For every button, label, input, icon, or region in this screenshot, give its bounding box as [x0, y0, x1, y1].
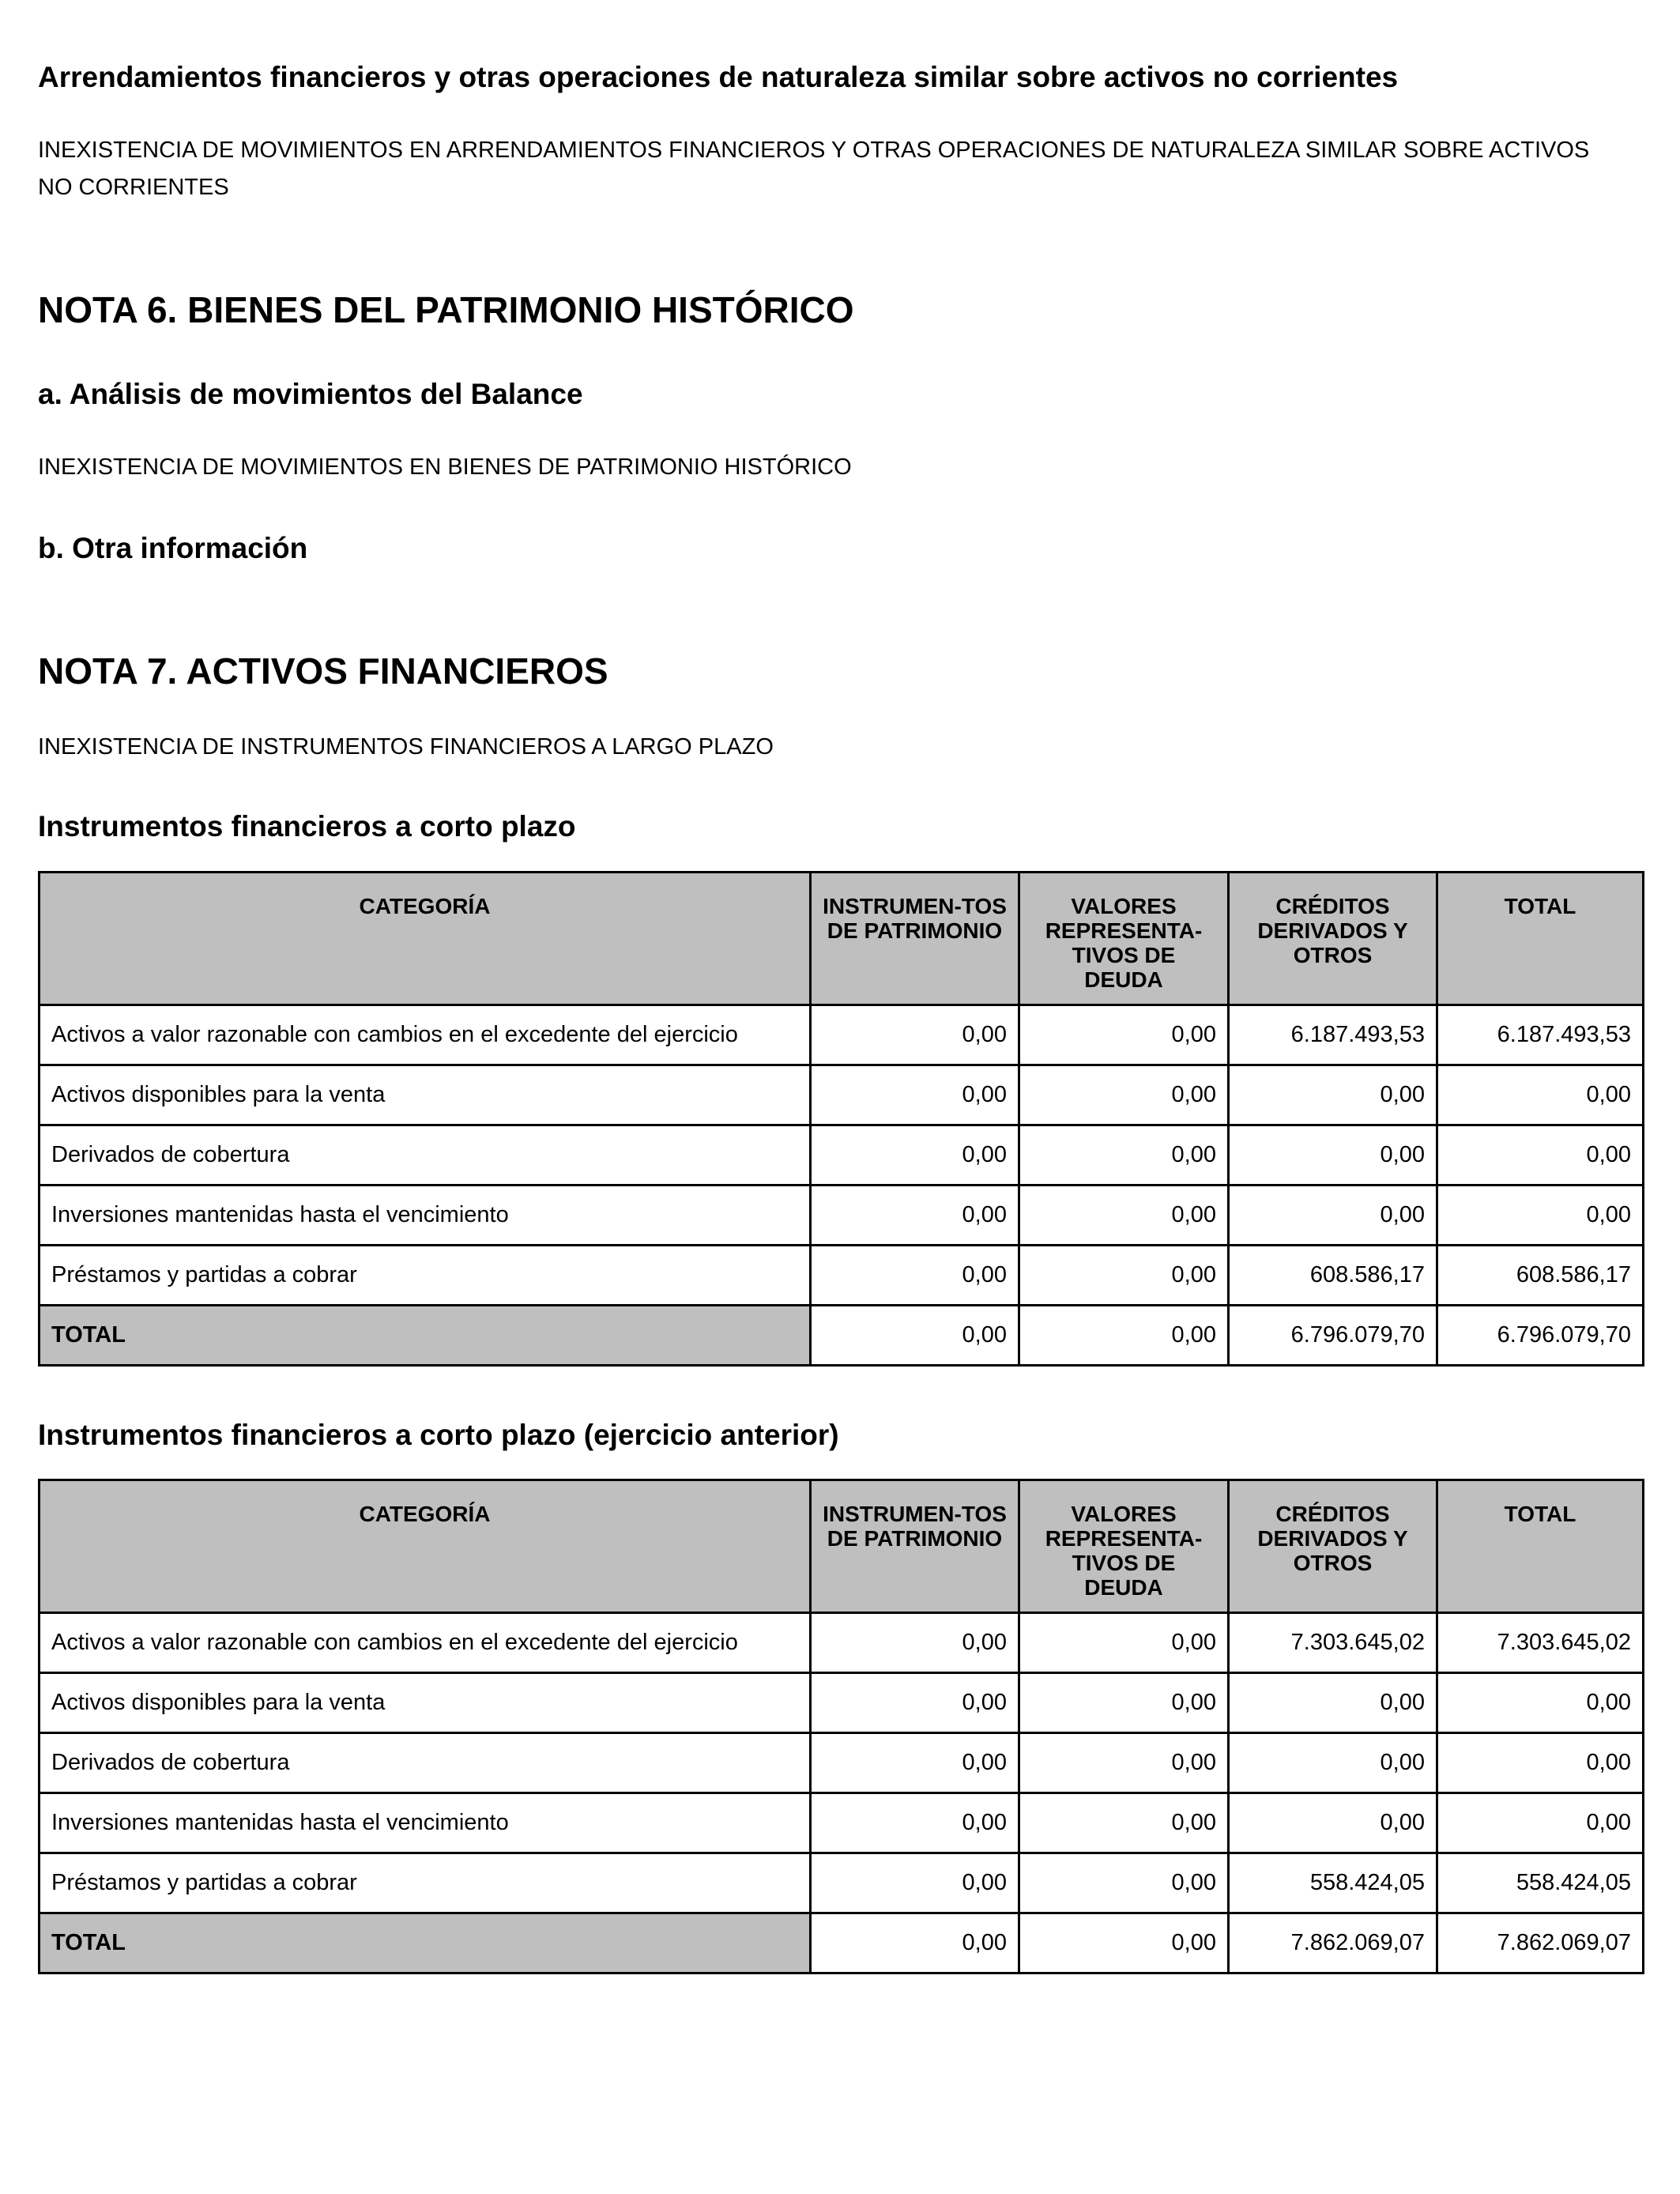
cell-value: 0,00 — [1019, 1246, 1229, 1306]
row-label: Inversiones mantenidas hasta el vencimiento — [40, 1186, 811, 1246]
table-header-row — [40, 873, 1644, 1005]
cell-value: 0,00 — [811, 1005, 1019, 1065]
cell-value: 0,00 — [811, 1246, 1019, 1306]
total-value: 0,00 — [811, 1913, 1019, 1973]
cell-value: 0,00 — [1019, 1673, 1229, 1733]
cell-value: 0,00 — [1229, 1793, 1437, 1853]
cell-value: 0,00 — [811, 1125, 1019, 1186]
total-label: TOTAL — [40, 1306, 811, 1366]
table1-title: Instrumentos financieros a corto plazo — [38, 810, 576, 843]
header-valores-representativos: VALORES REPRESENTA-TIVOS DE DEUDA — [1019, 1480, 1229, 1613]
cell-value: 0,00 — [811, 1793, 1019, 1853]
cell-value: 0,00 — [1019, 1733, 1229, 1793]
header-total: TOTAL — [1437, 1480, 1644, 1613]
cell-value: 0,00 — [1019, 1613, 1229, 1673]
cell-value: 0,00 — [1437, 1186, 1644, 1246]
row-label: Préstamos y partidas a cobrar — [40, 1246, 811, 1306]
table-row — [40, 1125, 1644, 1186]
table2-title: Instrumentos financieros a corto plazo (ejercicio anterior) — [38, 1419, 839, 1451]
row-label: Inversiones mantenidas hasta el vencimiento — [40, 1793, 811, 1853]
cell-value: 0,00 — [811, 1853, 1019, 1913]
row-label: Activos disponibles para la venta — [40, 1065, 811, 1125]
nota7-title: NOTA 7. ACTIVOS FINANCIEROS — [38, 650, 608, 692]
section-heading-arrendamientos: Arrendamientos financieros y otras operaciones de naturaleza similar sobre activos no corrientes — [38, 61, 1399, 93]
header-total: TOTAL — [1437, 873, 1644, 1005]
row-label: Activos a valor razonable con cambios en el excedente del ejercicio — [40, 1005, 811, 1065]
table-row — [40, 1005, 1644, 1065]
cell-value: 0,00 — [1437, 1673, 1644, 1733]
cell-value: 7.303.645,02 — [1437, 1613, 1644, 1673]
nota6-sub-b-heading: b. Otra información — [38, 532, 308, 564]
total-label: TOTAL — [40, 1913, 811, 1973]
header-instrumentos-patrimonio: INSTRUMEN-TOS DE PATRIMONIO — [811, 873, 1019, 1005]
cell-value: 0,00 — [811, 1613, 1019, 1673]
cell-value: 0,00 — [811, 1186, 1019, 1246]
table-row — [40, 1733, 1644, 1793]
cell-value: 0,00 — [1019, 1186, 1229, 1246]
nota6-sub-a-heading: a. Análisis de movimientos del Balance — [38, 378, 583, 410]
total-value: 0,00 — [1019, 1306, 1229, 1366]
cell-value: 608.586,17 — [1437, 1246, 1644, 1306]
table-row — [40, 1246, 1644, 1306]
header-creditos-derivados: CRÉDITOS DERIVADOS Y OTROS — [1229, 1480, 1437, 1613]
cell-value: 0,00 — [1229, 1186, 1437, 1246]
nota7-text: INEXISTENCIA DE INSTRUMENTOS FINANCIEROS A LARGO PLAZO — [38, 734, 774, 760]
total-value: 7.862.069,07 — [1229, 1913, 1437, 1973]
total-value: 6.796.079,70 — [1437, 1306, 1644, 1366]
row-label: Derivados de cobertura — [40, 1125, 811, 1186]
cell-value: 0,00 — [1437, 1733, 1644, 1793]
cell-value: 0,00 — [1229, 1065, 1437, 1125]
table-total-row — [40, 1306, 1644, 1366]
table-header-row — [40, 1480, 1644, 1613]
cell-value: 0,00 — [1229, 1125, 1437, 1186]
cell-value: 0,00 — [1019, 1125, 1229, 1186]
header-valores-representativos: VALORES REPRESENTA-TIVOS DE DEUDA — [1019, 873, 1229, 1005]
cell-value: 0,00 — [1437, 1125, 1644, 1186]
total-value: 7.862.069,07 — [1437, 1913, 1644, 1973]
total-value: 0,00 — [1019, 1913, 1229, 1973]
cell-value: 0,00 — [1229, 1733, 1437, 1793]
cell-value: 0,00 — [811, 1673, 1019, 1733]
cell-value: 6.187.493,53 — [1229, 1005, 1437, 1065]
cell-value: 0,00 — [1019, 1065, 1229, 1125]
table-instrumentos-corto-plazo — [38, 871, 1644, 1367]
header-creditos-derivados: CRÉDITOS DERIVADOS Y OTROS — [1229, 873, 1437, 1005]
cell-value: 7.303.645,02 — [1229, 1613, 1437, 1673]
cell-value: 0,00 — [1019, 1005, 1229, 1065]
header-categoria: CATEGORÍA — [40, 873, 811, 1005]
total-value: 0,00 — [811, 1306, 1019, 1366]
row-label: Activos a valor razonable con cambios en el excedente del ejercicio — [40, 1613, 811, 1673]
nota6-sub-a-text: INEXISTENCIA DE MOVIMIENTOS EN BIENES DE PATRIMONIO HISTÓRICO — [38, 454, 852, 480]
row-label: Activos disponibles para la venta — [40, 1673, 811, 1733]
section-text-arrendamientos: INEXISTENCIA DE MOVIMIENTOS EN ARRENDAMIENTOS FINANCIEROS Y OTRAS OPERACIONES DE NATURALEZA SIMILAR SOBRE ACTIVOS NO CORRIENTES — [38, 138, 1590, 200]
nota6-title: NOTA 6. BIENES DEL PATRIMONIO HISTÓRICO — [38, 289, 854, 330]
table-row — [40, 1673, 1644, 1733]
table-total-row — [40, 1913, 1644, 1973]
cell-value: 0,00 — [811, 1733, 1019, 1793]
table-row — [40, 1065, 1644, 1125]
cell-value: 608.586,17 — [1229, 1246, 1437, 1306]
cell-value: 0,00 — [1019, 1853, 1229, 1913]
table-instrumentos-corto-plazo-anterior — [38, 1479, 1644, 1974]
cell-value: 0,00 — [1019, 1793, 1229, 1853]
row-label: Derivados de cobertura — [40, 1733, 811, 1793]
header-categoria: CATEGORÍA — [40, 1480, 811, 1613]
table-row — [40, 1793, 1644, 1853]
cell-value: 0,00 — [1437, 1065, 1644, 1125]
cell-value: 0,00 — [1437, 1793, 1644, 1853]
cell-value: 558.424,05 — [1229, 1853, 1437, 1913]
cell-value: 0,00 — [1229, 1673, 1437, 1733]
header-instrumentos-patrimonio: INSTRUMEN-TOS DE PATRIMONIO — [811, 1480, 1019, 1613]
table-row — [40, 1186, 1644, 1246]
row-label: Préstamos y partidas a cobrar — [40, 1853, 811, 1913]
total-value: 6.796.079,70 — [1229, 1306, 1437, 1366]
cell-value: 0,00 — [811, 1065, 1019, 1125]
cell-value: 558.424,05 — [1437, 1853, 1644, 1913]
cell-value: 6.187.493,53 — [1437, 1005, 1644, 1065]
table-row — [40, 1613, 1644, 1673]
table-row — [40, 1853, 1644, 1913]
